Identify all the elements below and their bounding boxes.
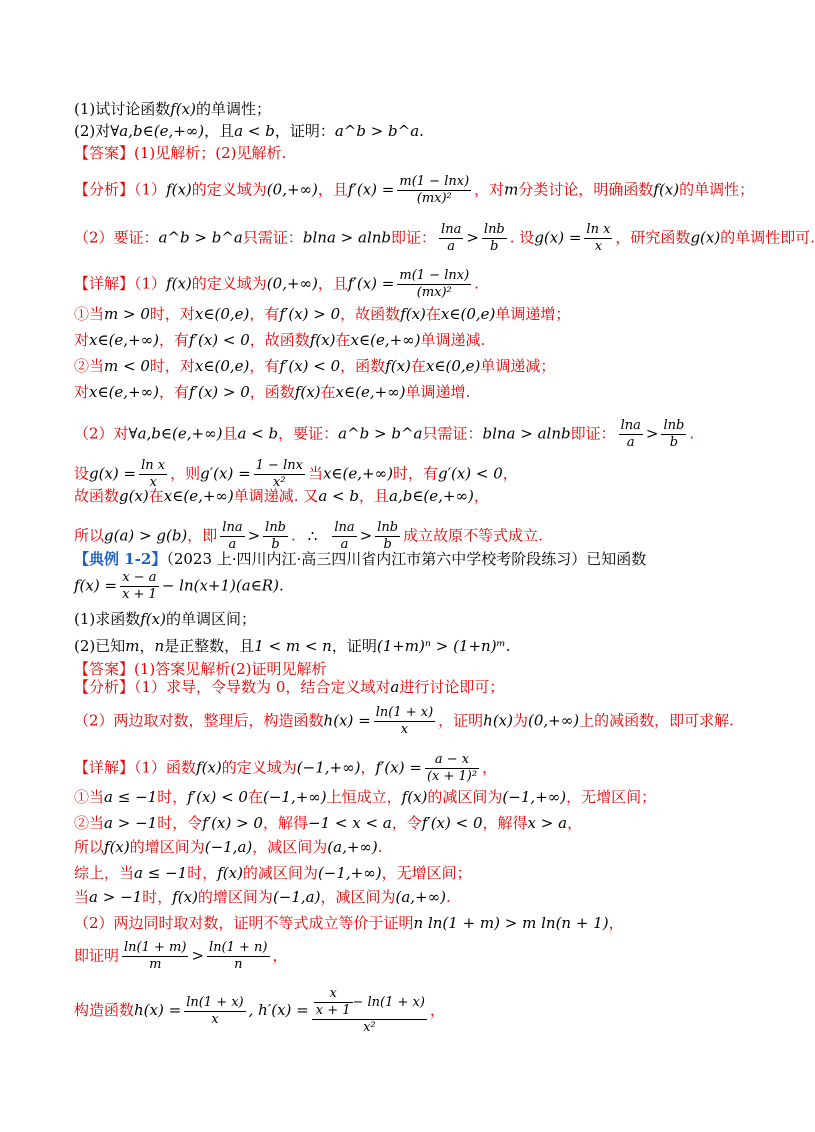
example-header: 【典例 1-2】（2023 上·四川内江·高三四川省内江市第六中学校考阶段练习）已知函数 <box>74 550 647 568</box>
detail-1-case1: ①当m > 0时，对x∈(0,e)，有f′(x) > 0，故函数f(x)在x∈(0,e)单调递增； <box>74 305 571 323</box>
detail-1-case2: 对x∈(e,+∞)，有f′(x) < 0，故函数f(x)在x∈(e,+∞)单调递减. <box>74 331 486 349</box>
q1-part1: (1)试讨论函数f(x)的单调性； <box>74 100 271 118</box>
analysis-1-line2: （2）要证：a^b > b^a只需证：blna > alnb即证： $\frac{\ln a}{a}$ > $\frac{\ln b}{b}$ . 设g(x) = $\frac{\text{ln x}}{x}$ ，研究函数g(x)的单调性即可. <box>74 222 815 254</box>
detail-2-prove: 即证明 $\frac{\ln(1 + m)}{m}$ > $\frac{\ln(1 + n)}{n}$ ， <box>74 940 288 972</box>
detail-1-conclusion: 所以g(a) > g(b)，即 $\frac{\ln a}{a}$ > $\frac{\ln b}{b}$ . ∴ $\frac{\ln a}{a}$ > $\frac{\ln b}{b}$ 成立故原不等式成立. <box>74 520 543 552</box>
detail-2-intervals: 所以f(x)的增区间为(−1,a)，减区间为(a,+∞). <box>74 838 383 856</box>
detail-2-summary2: 当a > −1时，f(x)的增区间为(−1,a)，减区间为(a,+∞). <box>74 888 451 906</box>
analysis-2-line2: （2）两边取对数，整理后，构造函数h(x) = $\frac{\ln(1 + x)}{x}$ ，证明h(x)为(0,+∞)上的减函数，即可求解. <box>74 705 734 737</box>
detail-1-part2: （2）对∀a,b∈(e,+∞)且a < b，要证：a^b > b^a只需证：blna > alnb即证： $\frac{\ln a}{a}$ > $\frac{\ln b}{b}$ . <box>74 418 695 450</box>
detail-2-line1: 【详解】（1）函数f(x)的定义域为(−1,+∞)，f′(x) = $\frac{a - x}{\text{(x + 1)²}}$ ， <box>74 752 498 784</box>
example-function: f(x) = $\frac{x - a}{x + 1}$ − ln(x+1)(a∈R). <box>74 570 284 602</box>
detail-1-line1: 【详解】（1）f(x)的定义域为(0,+∞)，且f′(x) = $\frac{m(1 - \ln x)}{\text{(mx)²}}$ . <box>74 268 479 300</box>
detail-2-part2: （2）两边同时取对数，证明不等式成立等价于证明n ln(1 + m) > m ln(n + 1)， <box>74 914 624 932</box>
answer-2: 【答案】(1)答案见解析(2)证明见解析 <box>74 660 327 678</box>
example-q2: (2)已知m，n是正整数，且1 < m < n，证明(1+m)ⁿ > (1+n)ᵐ. <box>74 637 511 655</box>
detail-2-case1: ①当a ≤ −1时，f′(x) < 0在(−1,+∞)上恒成立，f(x)的减区间为(−1,+∞)，无增区间； <box>74 788 657 806</box>
answer-1: 【答案】(1)见解析；(2)见解析. <box>74 144 287 162</box>
detail-1-case3: ②当m < 0时，对x∈(0,e)，有f′(x) < 0，函数f(x)在x∈(0,e)单调递减； <box>74 357 556 375</box>
analysis-2-line1: 【分析】（1）求导，令导数为 0，结合定义域对a进行讨论即可； <box>74 678 505 696</box>
detail-2-construct: 构造函数h(x) = $\frac{\ln(1 + x)}{x}$ , h′(x) = $\frac{x}{x + 1}$ − ln(1 + x) x² ， <box>74 986 445 1035</box>
example-q1: (1)求函数f(x)的单调区间； <box>74 610 256 628</box>
detail-1-decreasing: 故函数g(x)在x∈(e,+∞)单调递减. 又a < b，且a,b∈(e,+∞)， <box>74 487 489 505</box>
q1-part2: (2)对∀a,b∈(e,+∞)，且a < b，证明：a^b > b^a. <box>74 122 424 140</box>
detail-2-summary1: 综上，当a ≤ −1时，f(x)的减区间为(−1,+∞)，无增区间； <box>74 864 472 882</box>
detail-2-case2: ②当a > −1时，令f′(x) > 0，解得−1 < x < a，令f′(x) < 0，解得x > a， <box>74 814 583 832</box>
detail-1-case4: 对x∈(e,+∞)，有f′(x) > 0，函数f(x)在x∈(e,+∞)单调递增. <box>74 383 471 401</box>
analysis-1-line1: 【分析】（1）f(x)的定义域为(0,+∞)，且f′(x) = $\frac{m(1 - \ln x)}{\text{(mx)²}}$ ，对m分类讨论，明确函数f(x)的单调性； <box>74 174 755 206</box>
detail-1-set-g: 设g(x) = $\frac{\text{ln x}}{x}$ ，则g′(x) = $\frac{1 - \ln x}{\text{x²}}$ 当x∈(e,+∞)时，有g′(x) < 0， <box>74 458 518 490</box>
